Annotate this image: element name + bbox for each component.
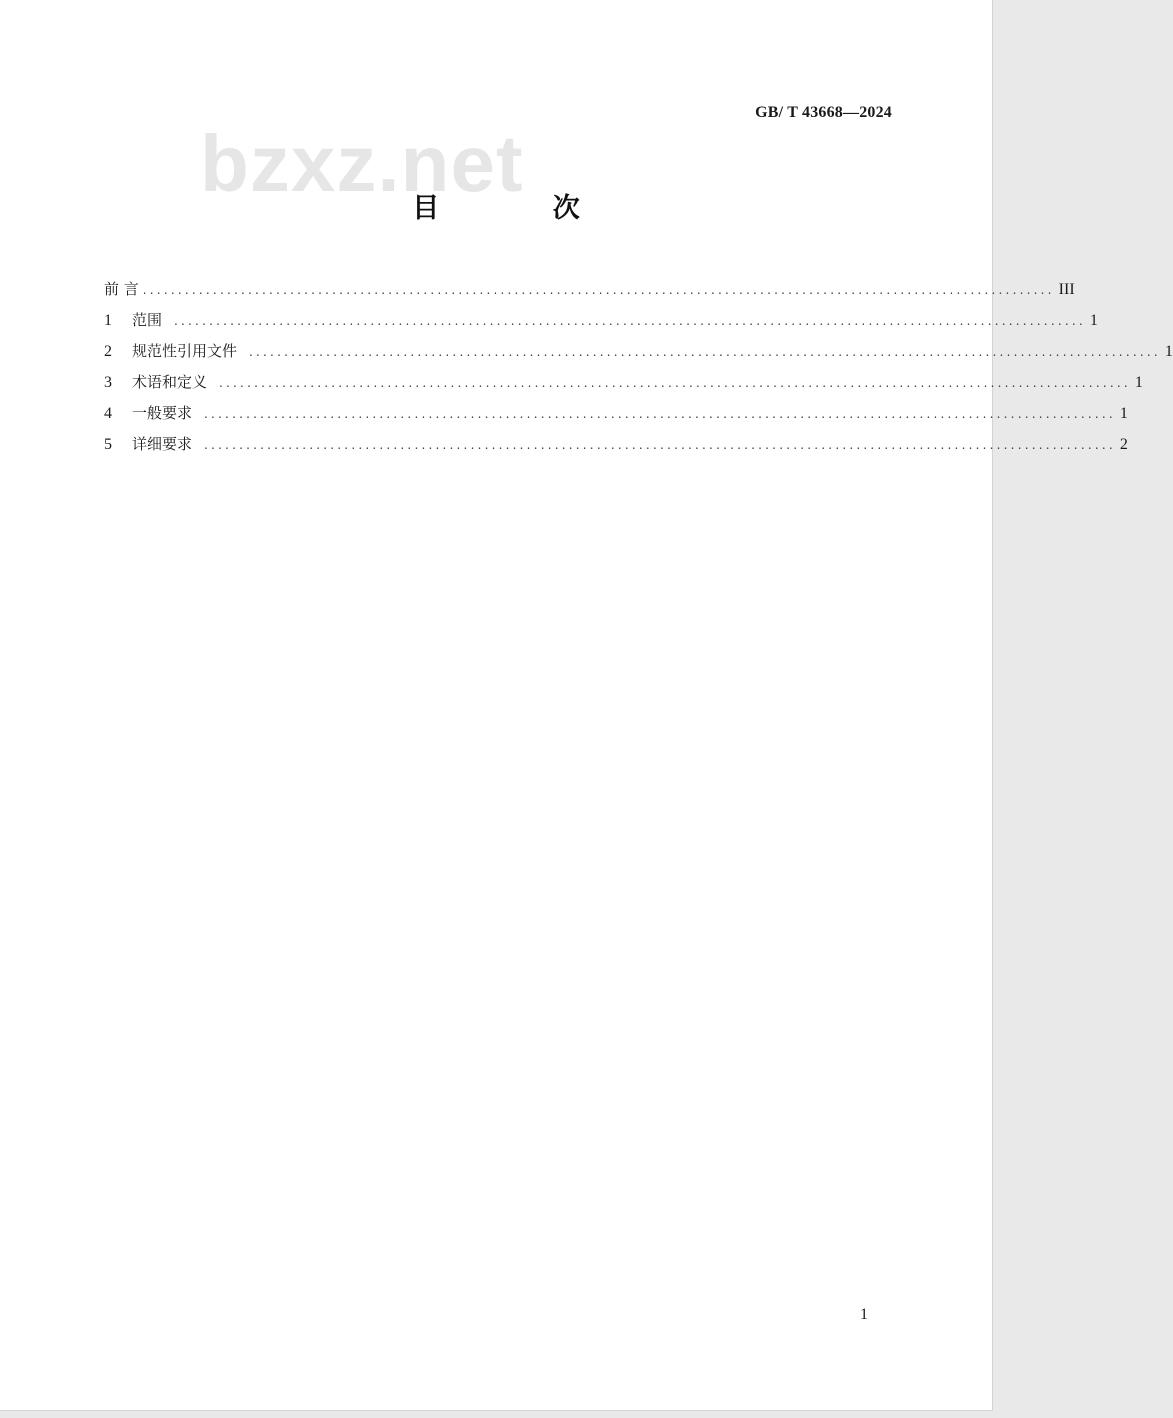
toc-leader: ..................................................................................................................................	[204, 407, 1116, 421]
toc-entry-terms-definitions[interactable]	[104, 370, 1143, 401]
toc-entry-label: 一般要求	[132, 404, 193, 422]
toc-leader: ..................................................................................................................................	[142, 283, 1055, 297]
toc-entry-label: 术语和定义	[132, 373, 208, 391]
toc-entry-number: 3	[104, 374, 112, 391]
toc-entry-label: 前 言	[104, 280, 139, 298]
toc-entry-page: 1	[1119, 405, 1128, 422]
toc-entry-general-requirements[interactable]	[104, 401, 1128, 432]
toc-entry-page: 2	[1119, 436, 1128, 453]
toc-leader: ..................................................................................................................................	[249, 345, 1161, 359]
table-of-contents	[104, 277, 1173, 463]
toc-leader: ..................................................................................................................................	[204, 438, 1116, 452]
toc-entry-foreword[interactable]	[104, 277, 1075, 308]
toc-entry-number: 4	[104, 405, 112, 422]
toc-entry-scope[interactable]	[104, 308, 1098, 339]
toc-entry-detailed-requirements[interactable]	[104, 432, 1128, 463]
toc-entry-label: 范围	[132, 311, 163, 329]
toc-entry-normative-references[interactable]	[104, 339, 1173, 370]
toc-entry-label: 详细要求	[132, 435, 193, 453]
page-number: 1	[860, 1306, 868, 1323]
toc-entry-number: 2	[104, 343, 112, 360]
standard-number: GB/ T 43668—2024	[755, 104, 892, 121]
toc-leader: ..................................................................................................................................	[219, 376, 1131, 390]
toc-entry-page: 1	[1164, 343, 1173, 360]
toc-entry-page: 1	[1089, 312, 1098, 329]
watermark: bzxz.net	[200, 119, 524, 208]
toc-entry-number: 5	[104, 436, 112, 453]
toc-entry-number: 1	[104, 312, 112, 329]
toc-entry-page: III	[1058, 281, 1075, 298]
page-title: 目 次	[412, 193, 632, 224]
toc-entry-label: 规范性引用文件	[132, 342, 238, 360]
toc-leader: ..................................................................................................................................	[174, 314, 1086, 328]
toc-entry-page: 1	[1134, 374, 1143, 391]
